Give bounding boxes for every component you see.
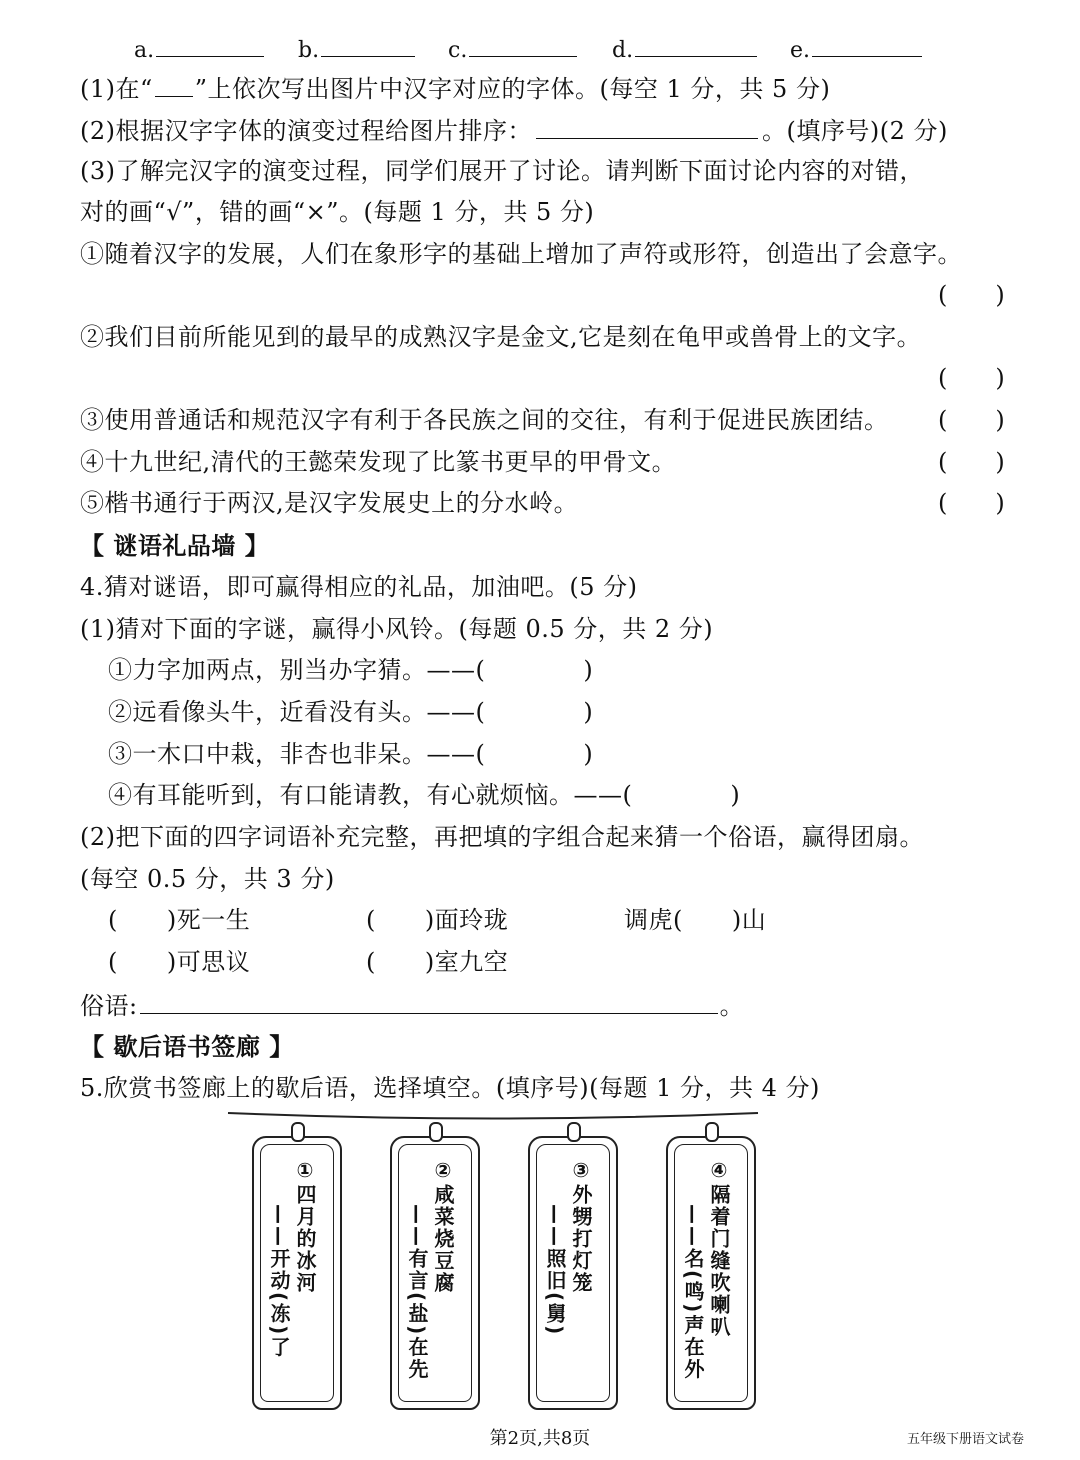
bookmark-hole	[705, 1122, 719, 1142]
bookmark-4-second: ——名(鸣)声在外	[681, 1204, 705, 1381]
q3-part2-text-before: (2)根据汉字字体的演变过程给图片排序：	[80, 117, 532, 145]
idiom-4[interactable]: ( )可思议	[108, 948, 251, 976]
bookmark-3-number: ③	[569, 1158, 593, 1184]
bookmark-3-first	[570, 1158, 592, 1294]
exam-title: 五年级下册语文试卷	[906, 1432, 1024, 1447]
proverb-end: 。	[719, 992, 745, 1020]
bookmark-2-second: ——有言(盐)在先	[405, 1204, 429, 1381]
q4-part2-line1: (2)把下面的四字词语补充完整，再把填的字组合起来猜一个俗语，赢得团扇。	[80, 823, 924, 851]
bookmark-2-first-text: 咸菜烧豆腐	[431, 1184, 455, 1294]
bookmark-4	[666, 1136, 756, 1410]
statement-3: ③使用普通话和规范汉字有利于各民族之间的交往，有利于促进民族团结。	[80, 406, 889, 434]
bookmark-3-first-text: 外甥打灯笼	[569, 1184, 593, 1294]
bookmark-4-number: ④	[707, 1158, 731, 1184]
section-heading-xiehouyu: 【 歇后语书签廊 】	[80, 1033, 294, 1061]
q5-title: 5.欣赏书签廊上的歇后语，选择填空。(填序号)(每题 1 分，共 4 分)	[80, 1074, 820, 1102]
q3-part1-text-after: ”上依次写出图片中汉字对应的字体。(每空 1 分，共 5 分)	[194, 75, 831, 103]
q3-part3-line2: 对的画“√”，错的画“×”。(每题 1 分，共 5 分)	[80, 198, 595, 226]
q4-part1: (1)猜对下面的字谜，赢得小风铃。(每题 0.5 分，共 2 分)	[80, 615, 714, 643]
judge-answer-5[interactable]: ( )	[938, 489, 1005, 517]
statement-1: ①随着汉字的发展，人们在象形字的基础上增加了声符或形符，创造出了会意字。	[80, 240, 962, 268]
q4-title: 4.猜对谜语，即可赢得相应的礼品，加油吧。(5 分)	[80, 573, 638, 601]
judge-answer-3[interactable]: ( )	[938, 406, 1005, 434]
statement-2: ②我们目前所能见到的最早的成熟汉字是金文,它是刻在龟甲或兽骨上的文字。	[80, 323, 922, 351]
bookmark-1-first	[294, 1158, 316, 1294]
q4-part2-line2: (每空 0.5 分，共 3 分)	[80, 865, 335, 893]
judge-answer-4[interactable]: ( )	[938, 448, 1005, 476]
q3-part2-text-after: 。(填序号)(2 分)	[762, 117, 948, 145]
bookmark-hole	[291, 1122, 305, 1142]
bookmark-2	[390, 1136, 480, 1410]
proverb-label: 俗语:	[80, 992, 138, 1020]
bookmark-hole	[429, 1122, 443, 1142]
bookmark-3	[528, 1136, 618, 1410]
riddle-2[interactable]: ②远看像头牛，近看没有头。——( )	[108, 698, 594, 726]
q3-part3-line1: (3)了解完汉字的演变过程，同学们展开了讨论。请判断下面讨论内容的对错，	[80, 157, 924, 185]
section-heading-riddle: 【 谜语礼品墙 】	[80, 532, 270, 560]
bookmark-2-first	[432, 1158, 454, 1294]
idiom-3[interactable]: 调虎( )山	[624, 906, 767, 934]
option-a-label: a.	[134, 38, 155, 63]
bookmark-3-second: ——照旧(舅)	[543, 1204, 567, 1337]
statement-5: ⑤楷书通行于两汉,是汉字发展史上的分水岭。	[80, 489, 579, 517]
option-b-label: b.	[298, 38, 320, 63]
bookmark-4-first	[708, 1158, 730, 1338]
page-number: 第2页,共8页	[489, 1428, 591, 1449]
bookmark-1-second: ——开动(冻)了	[267, 1204, 291, 1359]
bookmark-1-number: ①	[293, 1158, 317, 1184]
idiom-1[interactable]: ( )死一生	[108, 906, 251, 934]
bookmark-2-number: ②	[431, 1158, 455, 1184]
judge-answer-1[interactable]: ( )	[938, 281, 1005, 309]
riddle-4[interactable]: ④有耳能听到，有口能请教，有心就烦恼。——( )	[108, 781, 741, 809]
riddle-3[interactable]: ③一木口中栽，非杏也非呆。——( )	[108, 740, 594, 768]
bookmark-1-first-text: 四月的冰河	[293, 1184, 317, 1294]
bookmark-1	[252, 1136, 342, 1410]
idiom-2[interactable]: ( )面玲珑	[366, 906, 509, 934]
riddle-1[interactable]: ①力字加两点，别当办字猜。——( )	[108, 656, 594, 684]
option-c-label: c.	[448, 38, 468, 63]
option-d-label: d.	[612, 38, 634, 63]
bookmark-4-first-text: 隔着门缝吹喇叭	[707, 1184, 731, 1338]
bookmark-hole	[567, 1122, 581, 1142]
option-e-label: e.	[790, 38, 811, 63]
judge-answer-2[interactable]: ( )	[938, 364, 1005, 392]
idiom-5[interactable]: ( )室九空	[366, 948, 509, 976]
statement-4: ④十九世纪,清代的王懿荣发现了比篆书更早的甲骨文。	[80, 448, 677, 476]
q3-part1-text-before: (1)在“	[80, 75, 153, 103]
